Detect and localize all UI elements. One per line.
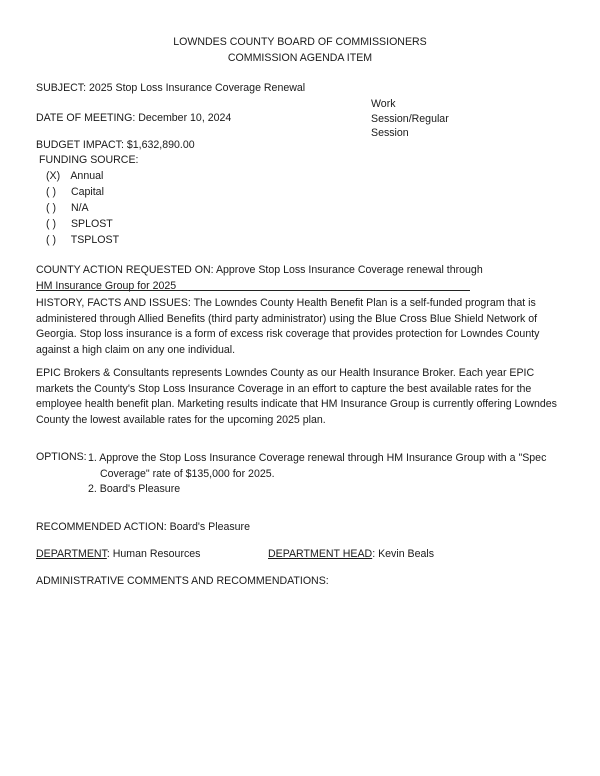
department-colon: : [106, 548, 113, 560]
history-facts-issues [36, 296, 566, 358]
funding-option-label: Capital [70, 186, 104, 198]
header-subtitle: COMMISSION AGENDA ITEM [227, 52, 373, 64]
funding-checkbox-mark: ( ) [46, 202, 56, 214]
funding-option-tsplost [46, 234, 119, 248]
options-list [88, 451, 568, 498]
funding-option-label: N/A [70, 202, 89, 214]
recommended-action-value: Board's Pleasure [169, 521, 250, 533]
session-type-line: Session/Regular [371, 112, 449, 125]
section-divider [36, 290, 470, 291]
subject-label: SUBJECT: [36, 82, 87, 94]
funding-option-label: SPLOST [70, 218, 113, 230]
department-head-colon: : [372, 548, 379, 560]
funding-checkbox-mark: (X) [46, 170, 61, 182]
options-label: OPTIONS: [36, 451, 87, 463]
funding-option-label: Annual [70, 170, 104, 182]
county-action-label: COUNTY ACTION REQUESTED ON: [36, 264, 214, 276]
budget-impact-line [36, 139, 195, 153]
funding-option-label: TSPLOST [70, 234, 120, 246]
meeting-date-value: December 10, 2024 [138, 112, 232, 124]
department-value: Human Resources [112, 548, 201, 560]
funding-checkbox-mark: ( ) [46, 186, 56, 198]
history-label: HISTORY, FACTS AND ISSUES: [36, 297, 191, 309]
funding-option-na [46, 202, 89, 216]
session-type [371, 97, 449, 141]
subject-line [36, 82, 305, 96]
county-action-value-line2: HM Insurance Group for 2025 [36, 279, 177, 292]
admin-comments-label: ADMINISTRATIVE COMMENTS AND RECOMMENDATIONS: [36, 575, 329, 587]
funding-source-label: FUNDING SOURCE: [39, 154, 139, 166]
epic-broker-paragraph: EPIC Brokers & Consultants represents Lowndes County as our Health Insurance Broker. Each year EPIC markets the County's Stop Loss Insurance Coverage in an effort to capture the best available rates for the employee health benefit plan. Marketing results indicate that HM Insurance Group is currently offering Lowndes County the lowest available rates for the upcoming 2025 plan. [36, 367, 557, 426]
budget-impact-value: $1,632,890.00 [126, 139, 195, 151]
department-label: DEPARTMENT [36, 548, 107, 560]
funding-option-annual [46, 170, 103, 184]
recommended-action-line [36, 521, 250, 535]
funding-option-splost [46, 218, 113, 232]
recommended-action-label: RECOMMENDED ACTION: [36, 521, 167, 533]
funding-checkbox-mark: ( ) [46, 234, 56, 246]
budget-impact-label: BUDGET IMPACT: [36, 139, 124, 151]
option-item-text: 1. Approve the Stop Loss Insurance Coverage renewal through HM Insurance Group with a "Spec [88, 452, 547, 464]
funding-checkbox-mark: ( ) [46, 218, 56, 230]
meeting-date-line [36, 112, 231, 126]
subject-value: 2025 Stop Loss Insurance Coverage Renewal [89, 82, 306, 94]
department-head-line [268, 548, 434, 562]
option-item-2 [88, 482, 568, 498]
department-line [36, 548, 200, 562]
option-item-text: 2. Board's Pleasure [88, 483, 181, 496]
session-type-line: Session [371, 127, 409, 139]
session-type-line: Work [371, 98, 396, 110]
department-head-label: DEPARTMENT HEAD [268, 548, 373, 560]
county-action-value-line1: Approve Stop Loss Insurance Coverage renewal through [215, 264, 483, 276]
option-item-text: Coverage" rate of $135,000 for 2025. [100, 467, 275, 480]
header-title: LOWNDES COUNTY BOARD OF COMMISSIONERS [173, 36, 427, 48]
option-item-1 [88, 451, 568, 482]
history-text: The Lowndes County Health Benefit Plan is a self-funded program that is administered through Allied Benefits (third party administrator) using the Blue Cross Blue Shield Network of Georgia. Stop loss insurance is a form of excess risk coverage that provides protection for Lowndes County against a high claim on any one individual. [36, 297, 540, 356]
meeting-date-label: DATE OF MEETING: [36, 112, 136, 124]
department-head-value: Kevin Beals [378, 548, 435, 560]
funding-option-capital [46, 186, 104, 200]
